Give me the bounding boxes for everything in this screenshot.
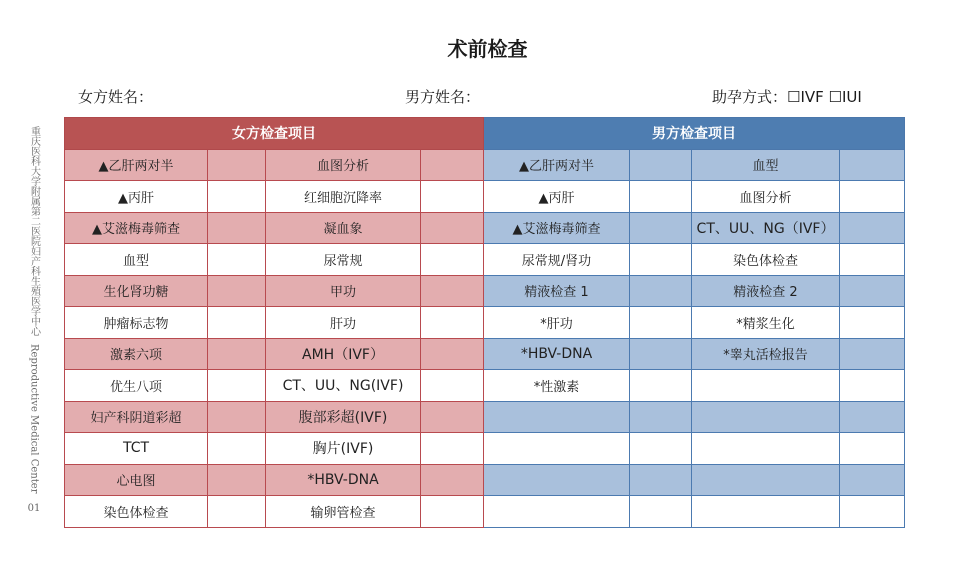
female-exam-item: 心电图 xyxy=(65,464,208,496)
male-exam-item: 精液检查 2 xyxy=(692,275,840,307)
female-exam-item: 胸片(IVF) xyxy=(266,433,421,465)
female-exam-item: 激素六项 xyxy=(65,338,208,370)
table-row xyxy=(65,370,905,402)
female-check-cell xyxy=(421,212,484,244)
female-exam-item: 染色体检查 xyxy=(65,496,208,528)
male-exam-item: 染色体检查 xyxy=(692,244,840,276)
female-exam-item: AMH（IVF） xyxy=(266,338,421,370)
table-row xyxy=(65,433,905,465)
female-check-cell xyxy=(208,275,266,307)
male-check-cell xyxy=(630,496,692,528)
female-exam-item: 优生八项 xyxy=(65,370,208,402)
center-name-en: Reproductive Medical Center xyxy=(28,344,40,494)
female-check-cell xyxy=(421,370,484,402)
exam-table xyxy=(64,117,905,528)
male-exam-item: ▲艾滋梅毒筛查 xyxy=(484,212,630,244)
male-exam-item xyxy=(484,433,630,465)
table-row xyxy=(65,244,905,276)
male-exam-item xyxy=(692,433,840,465)
male-check-cell xyxy=(630,307,692,339)
assist-method-label: 助孕方式：☐IVF ☐IUI xyxy=(712,88,862,106)
male-exam-item: *睾丸活检报告 xyxy=(692,338,840,370)
female-exam-item: 尿常规 xyxy=(266,244,421,276)
male-name-label: 男方姓名： xyxy=(405,88,481,106)
female-exam-item: *HBV-DNA xyxy=(266,464,421,496)
female-check-cell xyxy=(421,181,484,213)
female-check-cell xyxy=(421,149,484,181)
table-row xyxy=(65,275,905,307)
female-exam-item: ▲乙肝两对半 xyxy=(65,149,208,181)
male-exam-item: ▲乙肝两对半 xyxy=(484,149,630,181)
female-check-cell xyxy=(208,496,266,528)
female-check-cell xyxy=(208,244,266,276)
male-check-cell xyxy=(840,307,905,339)
page-title: 术前检查 xyxy=(447,37,528,61)
female-check-cell xyxy=(208,370,266,402)
female-exam-item: 输卵管检查 xyxy=(266,496,421,528)
male-exam-item: 血型 xyxy=(692,149,840,181)
female-check-cell xyxy=(208,433,266,465)
female-exam-item: 肝功 xyxy=(266,307,421,339)
male-exam-item: 精液检查 1 xyxy=(484,275,630,307)
male-exam-item: *肝功 xyxy=(484,307,630,339)
male-check-cell xyxy=(630,401,692,433)
female-check-cell xyxy=(421,433,484,465)
table-row xyxy=(65,212,905,244)
table-row xyxy=(65,307,905,339)
male-exam-item xyxy=(692,370,840,402)
female-check-cell xyxy=(421,496,484,528)
male-exam-item: 尿常规/肾功 xyxy=(484,244,630,276)
male-exam-item xyxy=(692,401,840,433)
side-caption xyxy=(22,126,46,515)
table-row xyxy=(65,496,905,528)
table-row xyxy=(65,401,905,433)
female-check-cell xyxy=(208,338,266,370)
male-check-cell xyxy=(840,212,905,244)
male-check-cell xyxy=(630,370,692,402)
female-exam-item: ▲艾滋梅毒筛查 xyxy=(65,212,208,244)
page-number: 01 xyxy=(27,503,41,515)
female-check-cell xyxy=(208,181,266,213)
male-exam-item xyxy=(484,464,630,496)
male-check-cell xyxy=(840,149,905,181)
female-exam-item: 生化肾功糖 xyxy=(65,275,208,307)
male-check-cell xyxy=(630,149,692,181)
male-check-cell xyxy=(630,244,692,276)
female-name-label: 女方姓名： xyxy=(78,88,154,106)
female-check-cell xyxy=(421,275,484,307)
male-check-cell xyxy=(840,244,905,276)
male-check-cell xyxy=(630,464,692,496)
table-row xyxy=(65,338,905,370)
male-exam-item: *性激素 xyxy=(484,370,630,402)
male-check-cell xyxy=(840,464,905,496)
male-exam-item xyxy=(484,496,630,528)
female-exam-item: 凝血象 xyxy=(266,212,421,244)
female-exam-item: ▲丙肝 xyxy=(65,181,208,213)
table-row xyxy=(65,181,905,213)
male-exam-item: *HBV-DNA xyxy=(484,338,630,370)
table-row xyxy=(65,464,905,496)
female-check-cell xyxy=(208,307,266,339)
female-check-cell xyxy=(421,338,484,370)
female-check-cell xyxy=(421,401,484,433)
male-exam-item xyxy=(692,496,840,528)
male-check-cell xyxy=(630,433,692,465)
female-exam-item: CT、UU、NG(IVF) xyxy=(266,370,421,402)
male-exam-item xyxy=(484,401,630,433)
female-check-cell xyxy=(208,212,266,244)
male-exam-item: ▲丙肝 xyxy=(484,181,630,213)
female-exam-item: 妇产科阴道彩超 xyxy=(65,401,208,433)
female-exam-item: 腹部彩超(IVF) xyxy=(266,401,421,433)
female-header: 女方检查项目 xyxy=(65,118,484,150)
female-exam-item: 血图分析 xyxy=(266,149,421,181)
female-exam-item: TCT xyxy=(65,433,208,465)
male-check-cell xyxy=(840,496,905,528)
male-exam-item: *精浆生化 xyxy=(692,307,840,339)
male-check-cell xyxy=(840,401,905,433)
male-exam-item xyxy=(692,464,840,496)
female-check-cell xyxy=(421,307,484,339)
hospital-name: 重庆医科大学附属第二医院妇产科生殖医学中心 xyxy=(28,126,40,336)
male-check-cell xyxy=(630,181,692,213)
female-check-cell xyxy=(208,149,266,181)
female-check-cell xyxy=(208,464,266,496)
male-header: 男方检查项目 xyxy=(484,118,905,150)
female-exam-item: 红细胞沉降率 xyxy=(266,181,421,213)
male-check-cell xyxy=(840,370,905,402)
male-check-cell xyxy=(630,338,692,370)
female-check-cell xyxy=(421,244,484,276)
female-exam-item: 甲功 xyxy=(266,275,421,307)
female-exam-item: 肿瘤标志物 xyxy=(65,307,208,339)
male-check-cell xyxy=(840,433,905,465)
male-exam-item: CT、UU、NG（IVF） xyxy=(692,212,840,244)
male-check-cell xyxy=(840,181,905,213)
male-check-cell xyxy=(630,275,692,307)
female-exam-item: 血型 xyxy=(65,244,208,276)
table-row xyxy=(65,149,905,181)
male-check-cell xyxy=(840,338,905,370)
male-check-cell xyxy=(630,212,692,244)
female-check-cell xyxy=(421,464,484,496)
male-exam-item: 血图分析 xyxy=(692,181,840,213)
male-check-cell xyxy=(840,275,905,307)
female-check-cell xyxy=(208,401,266,433)
